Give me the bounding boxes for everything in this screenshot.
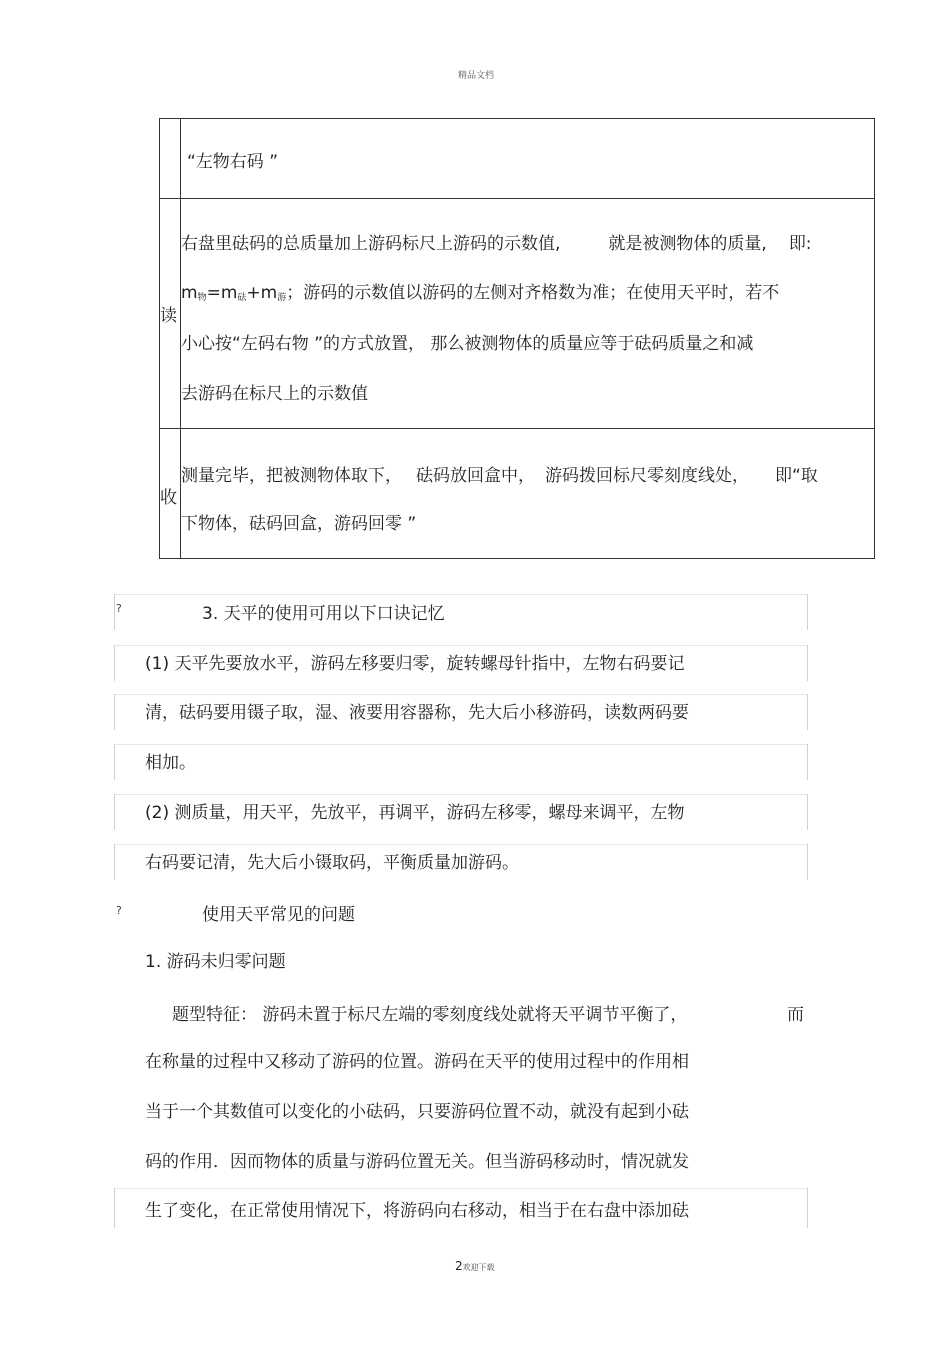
row-label-cell xyxy=(160,429,181,559)
footer-text: 欢迎下载 xyxy=(462,1263,495,1272)
problem-heading: 1. 游码未归零问题 xyxy=(145,952,286,972)
mnemonic-2-line-2: 右码要记清，先大后小镊取码，平衡质量加游码。 xyxy=(145,853,519,873)
mnemonic-1-line-1: (1) 天平先要放水平，游码左移要归零，旋转螺母针指中，左物右码要记 xyxy=(145,654,685,674)
page-number: 2 xyxy=(455,1259,463,1273)
table-cell xyxy=(181,429,875,559)
table-row xyxy=(160,119,875,199)
row-label-read: 读 xyxy=(160,306,177,326)
placement-rule: “左物右码 ” xyxy=(187,152,279,172)
page-footer xyxy=(455,1259,495,1273)
text-frame xyxy=(114,744,808,780)
row-label-cell xyxy=(160,199,181,429)
feature-line-1-end: 而 xyxy=(787,1005,804,1025)
collect-line-1: 测量完毕，把被测物体取下， 砝码放回盒中， 游码拨回标尺零刻度线处， 即“取 xyxy=(181,466,818,486)
bullet-marker: ? xyxy=(116,602,122,615)
section-title: 使用天平常见的问题 xyxy=(202,905,355,925)
procedure-table xyxy=(159,118,875,559)
read-line-3: 小心按“左码右物 ”的方式放置， 那么被测物体的质量应等于砝码质量之和减 xyxy=(181,334,754,354)
table-row xyxy=(160,429,875,559)
collect-line-2: 下物体，砝码回盒，游码回零 ” xyxy=(181,514,417,534)
feature-line-1: 题型特征： 游码未置于标尺左端的零刻度线处就将天平调节平衡了， xyxy=(172,1005,688,1025)
feature-line-3: 当于一个其数值可以变化的小砝码，只要游码位置不动，就没有起到小砝 xyxy=(145,1102,689,1122)
table-cell xyxy=(181,199,875,429)
feature-line-2: 在称量的过程中又移动了游码的位置。游码在天平的使用过程中的作用相 xyxy=(145,1052,689,1072)
feature-line-5: 生了变化，在正常使用情况下，将游码向右移动，相当于在右盘中添加砝 xyxy=(145,1201,689,1221)
page-header: 精品文档 xyxy=(458,71,495,81)
row-label-collect: 收 xyxy=(160,488,177,508)
section-title: 3. 天平的使用可用以下口诀记忆 xyxy=(202,604,445,624)
table-row xyxy=(160,199,875,429)
table-cell xyxy=(181,119,875,199)
row-label-cell xyxy=(160,119,181,199)
feature-line-4: 码的作用．因而物体的质量与游码位置无关。但当游码移动时，情况就发 xyxy=(145,1152,689,1172)
bullet-marker: ? xyxy=(116,904,122,917)
read-line-1: 右盘里砝码的总质量加上游码标尺上游码的示数值, 就是被测物体的质量, 即: xyxy=(181,234,812,254)
mnemonic-1-line-3: 相加。 xyxy=(145,753,196,773)
mnemonic-2-line-1: (2) 测质量，用天平，先放平，再调平，游码左移零，螺母来调平，左物 xyxy=(145,803,685,823)
read-line-4: 去游码在标尺上的示数值 xyxy=(181,384,368,404)
read-line-2: $m_物=m_砝+m_游$；游码的示数值以游码的左侧对齐格数为准；在使用天平时，若不 xyxy=(181,283,780,303)
mnemonic-1-line-2: 清，砝码要用镊子取，湿、液要用容器称，先大后小移游码，读数两码要 xyxy=(145,703,689,723)
